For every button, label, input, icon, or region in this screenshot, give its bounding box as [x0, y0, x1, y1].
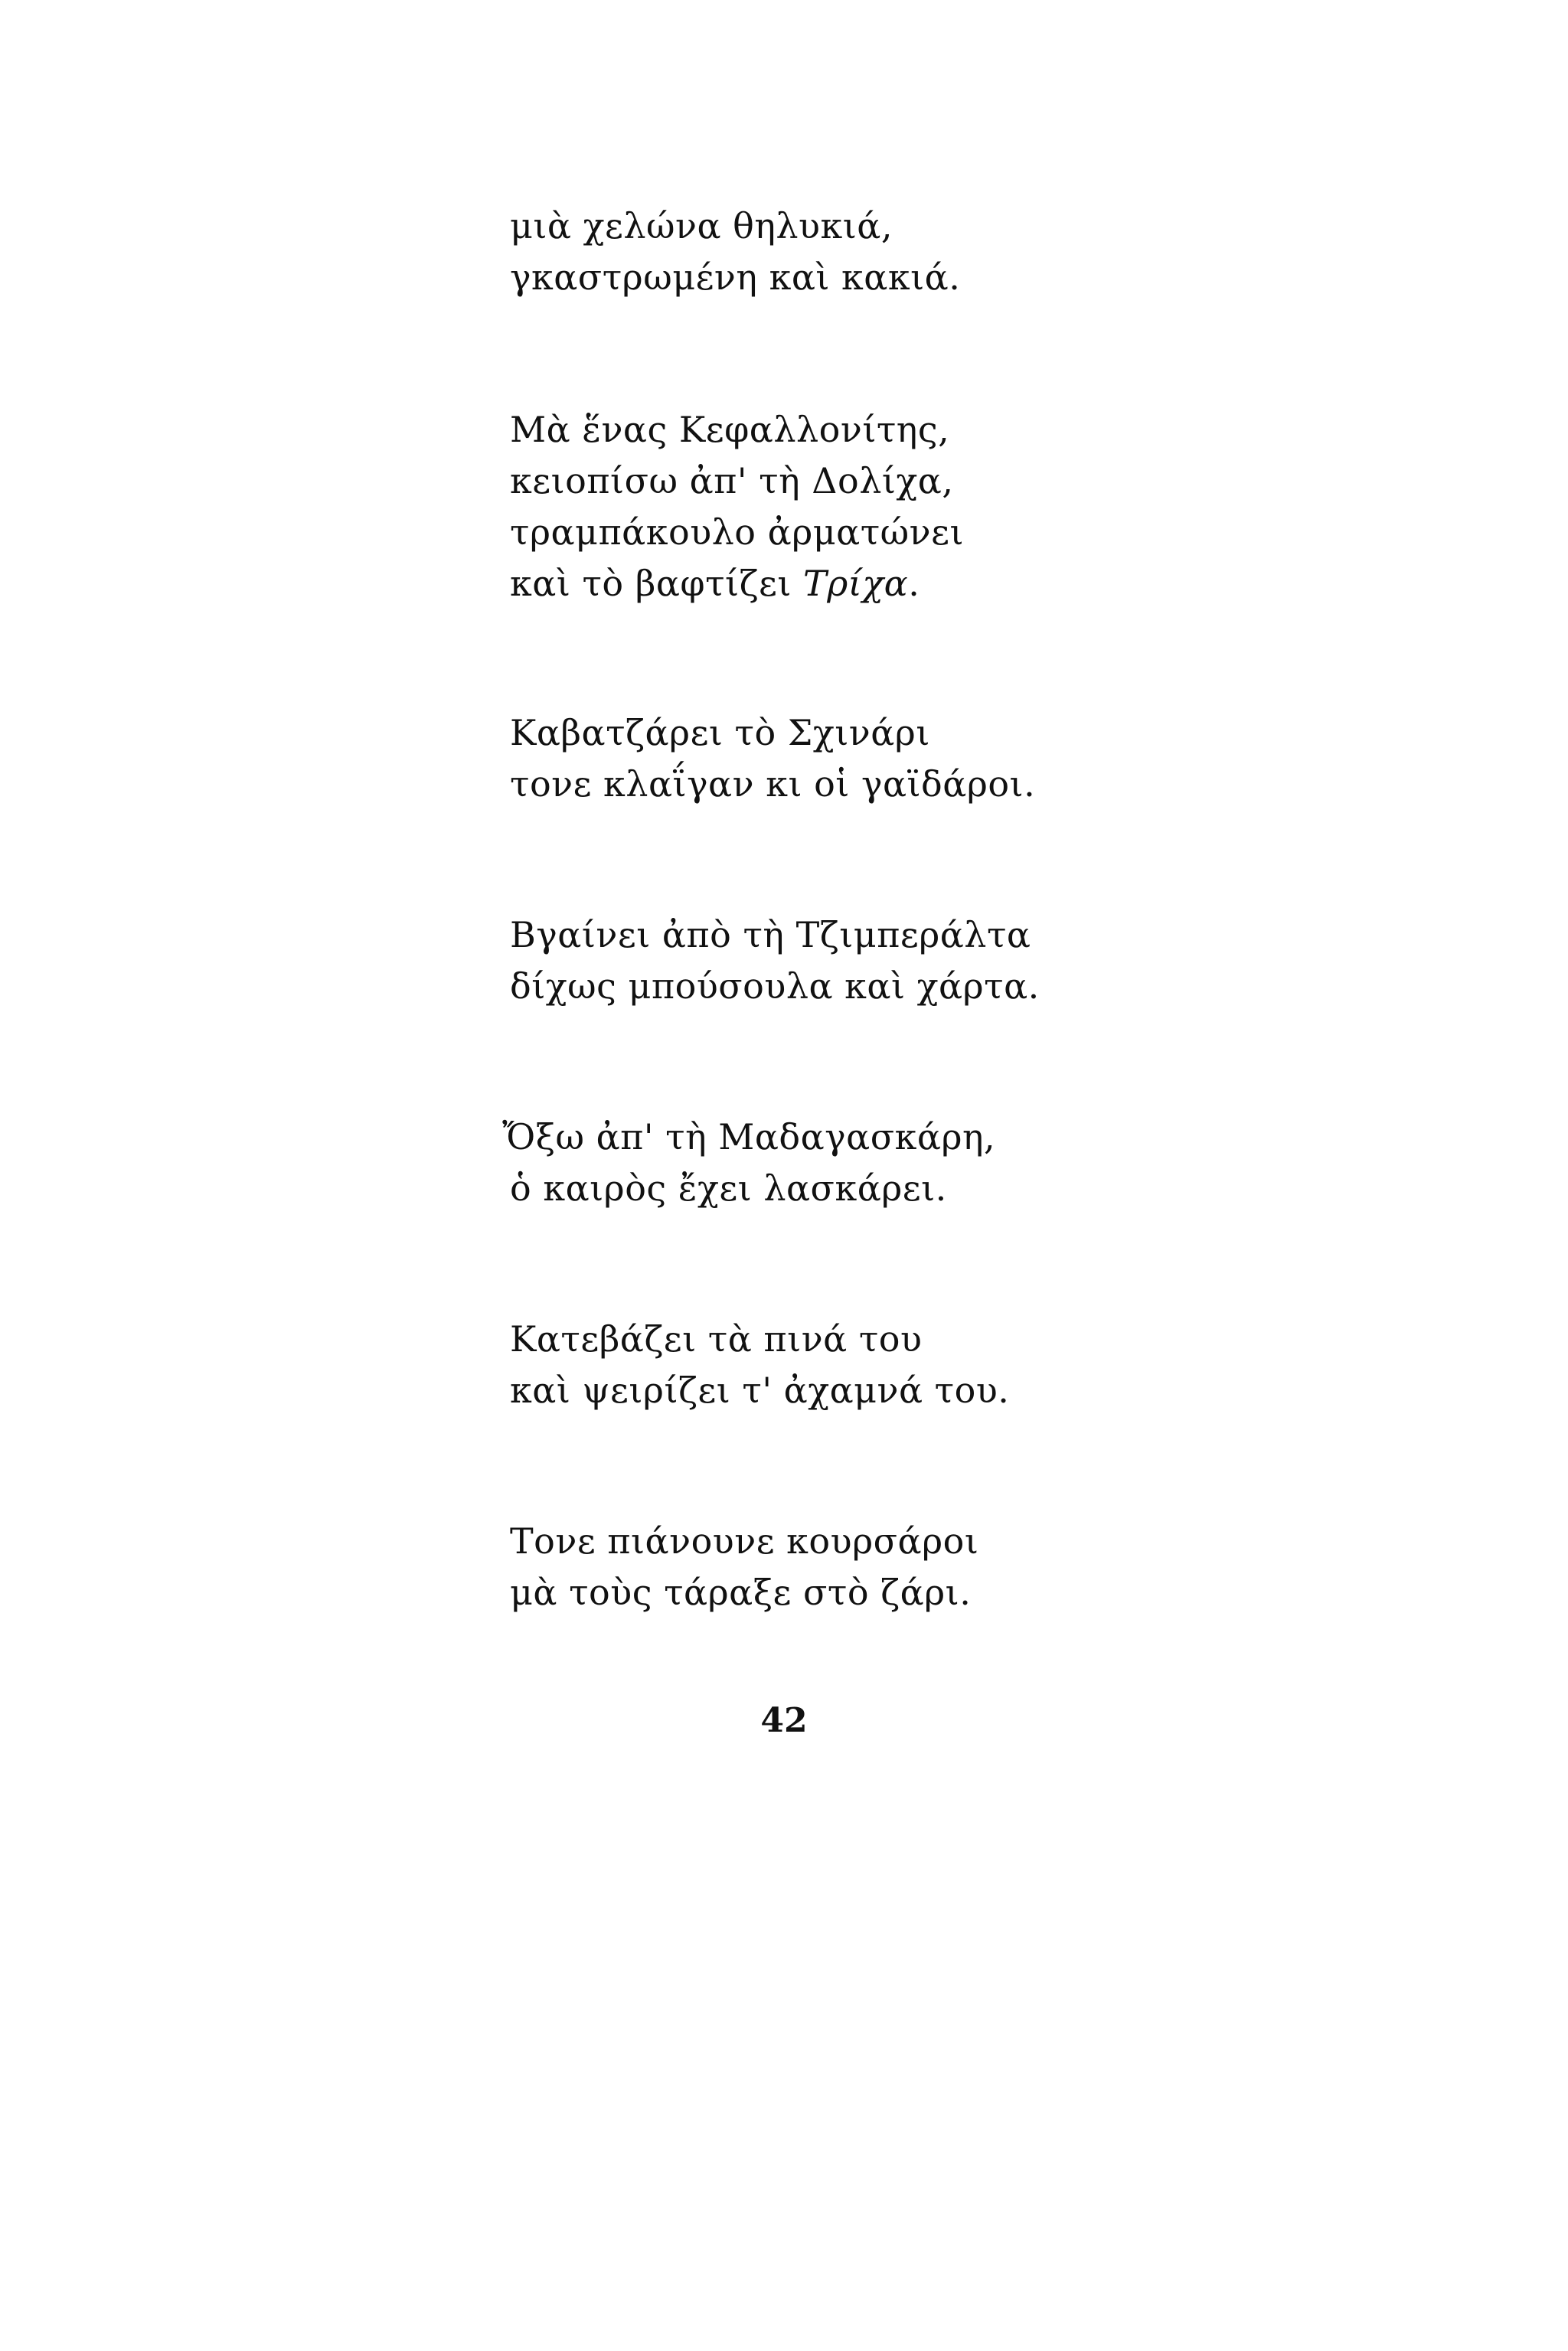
stanza: [510, 404, 964, 609]
poem-line: Μὰ ἕνας Κεφαλλονίτης,: [510, 409, 950, 450]
poem-line: καὶ ψειρίζει τ' ἀχαμνά του.: [510, 1370, 1010, 1411]
poem-line: τραμπάκουλο ἀρματώνει: [510, 511, 964, 553]
poem-line: μιὰ χελώνα θηλυκιά,: [510, 205, 893, 247]
poem-line: μὰ τοὺς τάραξε στὸ ζάρι.: [510, 1572, 972, 1613]
stanza: [510, 707, 1035, 810]
poem-line: δίχως μπούσουλα καὶ χάρτα.: [510, 965, 1040, 1007]
poem-line: Βγαίνει ἀπὸ τὴ Τζιμπεράλτα: [510, 914, 1031, 955]
poem-line: Καβατζάρει τὸ Σχινάρι: [510, 712, 930, 753]
stanza: [502, 1112, 995, 1214]
poem-line: Κατεβάζει τὰ πινά του: [510, 1318, 923, 1360]
stanza: [510, 201, 960, 303]
line-punctuation: .: [908, 563, 920, 604]
poem-line-text: καὶ τὸ βαφτίζει: [510, 563, 804, 604]
stanza: [510, 1314, 1009, 1416]
page-number: 42: [760, 1701, 808, 1740]
poem-line: ὁ καιρὸς ἔχει λασκάρει.: [510, 1167, 947, 1209]
poem-line: γκαστρωμένη καὶ κακιά.: [510, 256, 961, 298]
poem-line: Τονε πιάνουνε κουρσάροι: [510, 1520, 979, 1562]
poem-line: Ὄξω ἀπ' τὴ Μαδαγασκάρη,: [502, 1116, 996, 1158]
italic-word: Τρίχα: [803, 563, 909, 604]
stanza: [510, 909, 1040, 1012]
poem-line: [510, 558, 964, 609]
poem-line: κειοπίσω ἀπ' τὴ Δολίχα,: [510, 460, 954, 501]
poem-line: τονε κλαΐγαν κι οἱ γαϊδάροι.: [510, 763, 1036, 805]
stanza: [510, 1516, 978, 1618]
